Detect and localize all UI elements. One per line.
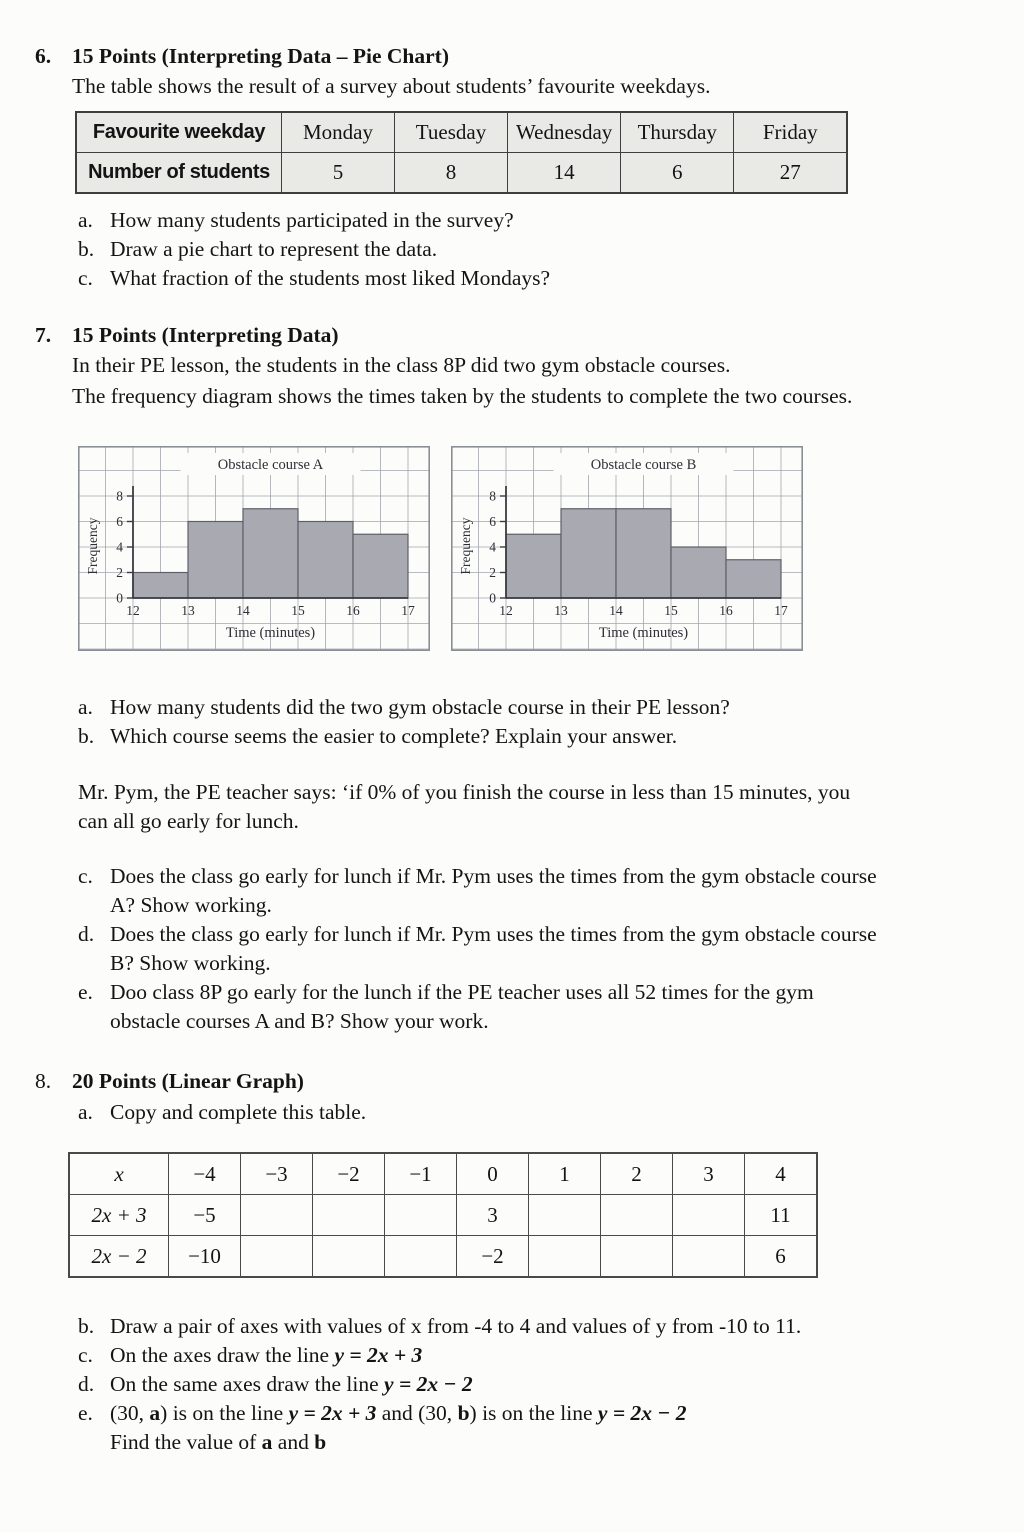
question-6-title: 15 Points (Interpreting Data – Pie Chart) bbox=[72, 44, 449, 68]
table-cell: Thursday bbox=[621, 112, 734, 153]
table-cell bbox=[673, 1236, 745, 1278]
text-segment: a bbox=[261, 1430, 273, 1454]
list-item bbox=[78, 235, 1010, 264]
svg-text:12: 12 bbox=[126, 603, 140, 618]
table-cell: 2x + 3 bbox=[69, 1195, 169, 1236]
svg-text:15: 15 bbox=[664, 603, 678, 618]
question-8-items-be bbox=[78, 1312, 1010, 1457]
text-segment: Mr. Pym, the PE teacher says: ‘if 0% of you finish the course in less than 15 minutes, you bbox=[78, 780, 851, 804]
item-text bbox=[110, 1399, 1010, 1457]
table-cell: 5 bbox=[282, 153, 395, 194]
table-cell bbox=[529, 1236, 601, 1278]
svg-text:17: 17 bbox=[401, 603, 415, 618]
svg-text:6: 6 bbox=[489, 514, 496, 529]
table-cell: 3 bbox=[457, 1195, 529, 1236]
text-segment: What fraction of the students most liked Mondays? bbox=[110, 266, 551, 290]
table-cell: x bbox=[69, 1153, 169, 1195]
svg-text:15: 15 bbox=[291, 603, 305, 618]
item-text bbox=[110, 235, 1010, 264]
text-segment: Does the class go early for lunch if Mr. Pym uses the times from the gym obstacle course bbox=[110, 922, 877, 946]
item-text bbox=[110, 1312, 1010, 1341]
item-text bbox=[110, 1098, 1010, 1127]
table-cell: 8 bbox=[395, 153, 508, 194]
table-cell: Favourite weekday bbox=[76, 112, 282, 153]
table-cell bbox=[241, 1236, 313, 1278]
favourite-weekday-table bbox=[75, 111, 848, 194]
item-text bbox=[110, 920, 1010, 978]
text-segment: Draw a pair of axes with values of x from -4 to 4 and values of y from -10 to 11. bbox=[110, 1314, 802, 1338]
svg-text:Obstacle course B: Obstacle course B bbox=[590, 457, 697, 473]
text-segment: On the axes draw the line bbox=[110, 1343, 335, 1367]
question-8-header bbox=[35, 1069, 1010, 1094]
question-7-items-cde bbox=[78, 862, 1010, 1036]
item-label: a. bbox=[78, 208, 93, 232]
question-7 bbox=[35, 323, 1010, 1036]
question-6-intro: The table shows the result of a survey about students’ favourite weekdays. bbox=[72, 74, 711, 98]
svg-text:Time (minutes): Time (minutes) bbox=[598, 625, 689, 641]
table-cell: 11 bbox=[745, 1195, 818, 1236]
text-segment: y = 2x + 3 bbox=[288, 1401, 377, 1425]
text-segment: B? Show working. bbox=[110, 951, 271, 975]
list-item bbox=[78, 693, 1010, 722]
question-6-number: 6. bbox=[35, 44, 52, 68]
table-cell: Tuesday bbox=[395, 112, 508, 153]
item-label: d. bbox=[78, 922, 95, 946]
table-cell: Friday bbox=[734, 112, 848, 153]
table-cell bbox=[385, 1236, 457, 1278]
question-7-number: 7. bbox=[35, 323, 52, 347]
question-7-title: 15 Points (Interpreting Data) bbox=[72, 323, 339, 347]
table-cell: −1 bbox=[385, 1153, 457, 1195]
item-label: e. bbox=[78, 1401, 93, 1425]
list-item bbox=[78, 920, 1010, 978]
list-item bbox=[78, 1341, 1010, 1370]
svg-text:0: 0 bbox=[489, 590, 496, 606]
svg-text:0: 0 bbox=[116, 590, 123, 606]
table-cell: −4 bbox=[169, 1153, 241, 1195]
teacher-quote-paragraph bbox=[78, 778, 1010, 836]
svg-text:17: 17 bbox=[774, 603, 788, 618]
question-8-number: 8. bbox=[35, 1069, 52, 1093]
question-7-items-ab bbox=[78, 693, 1010, 751]
table-row bbox=[69, 1195, 817, 1236]
table-row bbox=[76, 153, 847, 194]
text-segment: y = 2x + 3 bbox=[334, 1343, 423, 1367]
table-cell: 0 bbox=[457, 1153, 529, 1195]
text-segment: A? Show working. bbox=[110, 893, 272, 917]
text-segment: can all go early for lunch. bbox=[78, 809, 299, 833]
item-label: a. bbox=[78, 1100, 93, 1124]
text-segment: b bbox=[314, 1430, 327, 1454]
question-8-title: 20 Points (Linear Graph) bbox=[72, 1069, 304, 1093]
item-label: c. bbox=[78, 864, 93, 888]
text-segment: ) is on the line bbox=[469, 1401, 598, 1425]
text-segment: Doo class 8P go early for the lunch if the PE teacher uses all 52 times for the gym bbox=[110, 980, 814, 1004]
list-item bbox=[78, 978, 1010, 1036]
table-cell: 14 bbox=[508, 153, 621, 194]
item-text bbox=[110, 693, 1010, 722]
svg-text:16: 16 bbox=[346, 603, 360, 618]
item-label: a. bbox=[78, 695, 93, 719]
frequency-diagrams bbox=[78, 446, 1010, 651]
table-cell: 2x − 2 bbox=[69, 1236, 169, 1278]
svg-text:6: 6 bbox=[116, 514, 123, 529]
text-segment: How many students participated in the survey? bbox=[110, 208, 514, 232]
item-text bbox=[110, 264, 1010, 293]
text-segment: Copy and complete this table. bbox=[110, 1100, 367, 1124]
question-6 bbox=[35, 44, 1010, 293]
svg-text:13: 13 bbox=[181, 603, 195, 618]
table-row bbox=[69, 1236, 817, 1278]
table-cell: −10 bbox=[169, 1236, 241, 1278]
text-segment: y = 2x − 2 bbox=[597, 1401, 687, 1425]
item-label: d. bbox=[78, 1372, 95, 1396]
list-item bbox=[78, 206, 1010, 235]
table-row bbox=[69, 1153, 817, 1195]
text-segment: Which course seems the easier to complete? Explain your answer. bbox=[110, 724, 678, 748]
text-segment: On the same axes draw the line bbox=[110, 1372, 385, 1396]
table-cell bbox=[601, 1195, 673, 1236]
item-label: b. bbox=[78, 237, 95, 261]
table-cell bbox=[673, 1195, 745, 1236]
text-segment: (30, bbox=[110, 1401, 150, 1425]
list-item bbox=[78, 1399, 1010, 1457]
item-text bbox=[110, 978, 1010, 1036]
text-segment: Does the class go early for lunch if Mr. Pym uses the times from the gym obstacle course bbox=[110, 864, 877, 888]
question-7-intro-line2: The frequency diagram shows the times taken by the students to complete the two courses. bbox=[72, 384, 853, 408]
item-label: b. bbox=[78, 724, 95, 748]
table-cell: −3 bbox=[241, 1153, 313, 1195]
svg-text:16: 16 bbox=[719, 603, 733, 618]
question-8 bbox=[35, 1069, 1010, 1457]
svg-text:2: 2 bbox=[116, 565, 123, 580]
table-cell: 3 bbox=[673, 1153, 745, 1195]
table-cell: 27 bbox=[734, 153, 848, 194]
table-cell: 4 bbox=[745, 1153, 818, 1195]
table-cell: 6 bbox=[621, 153, 734, 194]
table-cell bbox=[313, 1236, 385, 1278]
list-item bbox=[78, 862, 1010, 920]
svg-text:14: 14 bbox=[609, 603, 623, 618]
text-segment: and (30, bbox=[376, 1401, 458, 1425]
question-8-item-a bbox=[78, 1098, 1010, 1127]
svg-text:4: 4 bbox=[116, 539, 123, 555]
list-item bbox=[78, 1370, 1010, 1399]
svg-text:8: 8 bbox=[489, 488, 496, 504]
question-6-items bbox=[78, 206, 1010, 293]
svg-text:4: 4 bbox=[489, 539, 496, 555]
text-segment: y = 2x − 2 bbox=[384, 1372, 473, 1396]
svg-text:13: 13 bbox=[554, 603, 568, 618]
obstacle-course-b-chart bbox=[451, 446, 803, 651]
item-text bbox=[110, 206, 1010, 235]
text-segment: How many students did the two gym obstacle course in their PE lesson? bbox=[110, 695, 730, 719]
table-cell: 6 bbox=[745, 1236, 818, 1278]
item-label: b. bbox=[78, 1314, 95, 1338]
list-item bbox=[78, 264, 1010, 293]
text-segment: Draw a pie chart to represent the data. bbox=[110, 237, 438, 261]
table-cell: Number of students bbox=[76, 153, 282, 194]
question-6-header bbox=[35, 44, 1010, 69]
question-7-header bbox=[35, 323, 1010, 348]
linear-graph-table bbox=[68, 1152, 818, 1278]
list-item bbox=[78, 1312, 1010, 1341]
text-segment: a bbox=[149, 1401, 161, 1425]
item-text bbox=[110, 862, 1010, 920]
text-segment: obstacle courses A and B? Show your work. bbox=[110, 1009, 489, 1033]
table-cell: Monday bbox=[282, 112, 395, 153]
list-item bbox=[78, 722, 1010, 751]
svg-text:Time (minutes): Time (minutes) bbox=[225, 625, 316, 641]
list-item bbox=[78, 1098, 1010, 1127]
svg-text:12: 12 bbox=[499, 603, 513, 618]
table-cell bbox=[313, 1195, 385, 1236]
question-7-intro-line1: In their PE lesson, the students in the class 8P did two gym obstacle courses. bbox=[72, 353, 731, 377]
table-cell: −2 bbox=[313, 1153, 385, 1195]
table-cell: 1 bbox=[529, 1153, 601, 1195]
table-cell: −5 bbox=[169, 1195, 241, 1236]
table-row bbox=[76, 112, 847, 153]
svg-text:14: 14 bbox=[236, 603, 250, 618]
item-text bbox=[110, 1341, 1010, 1370]
svg-text:2: 2 bbox=[489, 565, 496, 580]
table-cell bbox=[601, 1236, 673, 1278]
svg-text:8: 8 bbox=[116, 488, 123, 504]
svg-text:Frequency: Frequency bbox=[85, 517, 100, 575]
svg-text:Obstacle course A: Obstacle course A bbox=[217, 457, 324, 473]
table-cell bbox=[529, 1195, 601, 1236]
text-segment: Find the value of bbox=[110, 1430, 262, 1454]
item-label: c. bbox=[78, 266, 93, 290]
table-cell: 2 bbox=[601, 1153, 673, 1195]
table-cell: Wednesday bbox=[508, 112, 621, 153]
item-label: e. bbox=[78, 980, 93, 1004]
text-segment: ) is on the line bbox=[160, 1401, 289, 1425]
table-cell bbox=[241, 1195, 313, 1236]
item-text bbox=[110, 1370, 1010, 1399]
item-text bbox=[110, 722, 1010, 751]
text-segment: b bbox=[457, 1401, 470, 1425]
table-cell: −2 bbox=[457, 1236, 529, 1278]
item-label: c. bbox=[78, 1343, 93, 1367]
svg-text:Frequency: Frequency bbox=[458, 517, 473, 575]
obstacle-course-a-chart bbox=[78, 446, 430, 651]
text-segment: and bbox=[272, 1430, 315, 1454]
table-cell bbox=[385, 1195, 457, 1236]
